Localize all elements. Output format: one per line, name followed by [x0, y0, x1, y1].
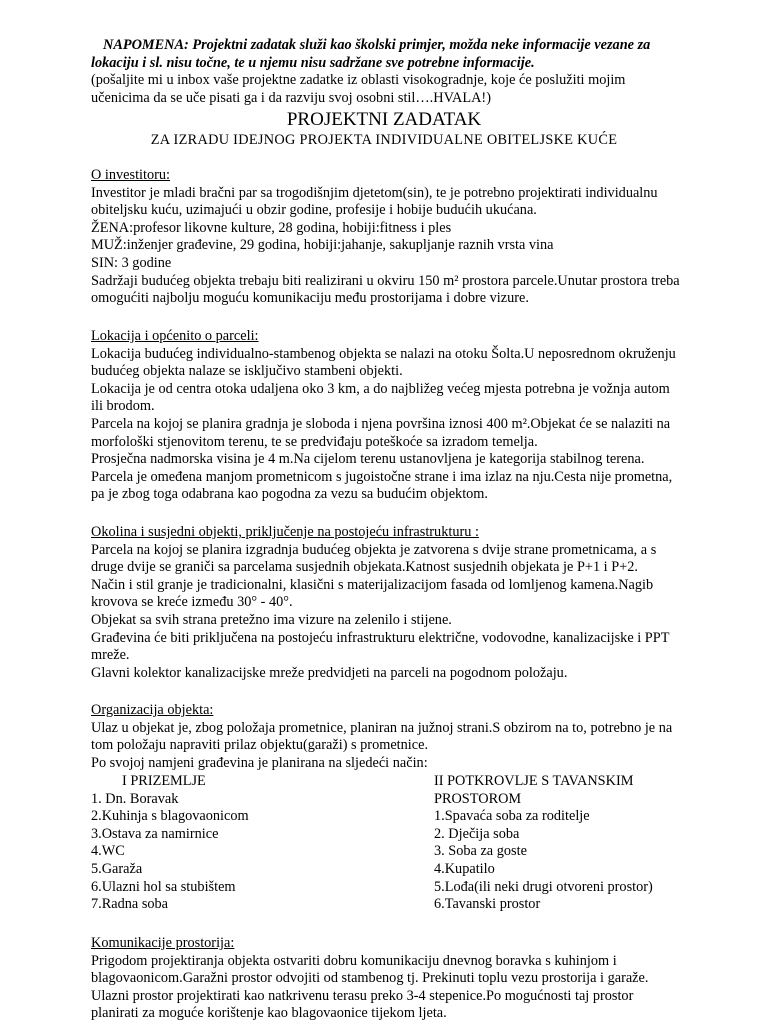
list-item: 1.Spavaća soba za roditelje — [434, 808, 590, 825]
paragraph-line: blagovaonicom.Garažni prostor odvojiti od stambenog tj. Prekinuti toplu vezu prostorija i garaže. — [91, 970, 649, 987]
paragraph-line: MUŽ:inženjer građevine, 29 godina, hobiji:jahanje, sakupljanje raznih vrsta vina — [91, 237, 554, 254]
section-heading: Okolina i susjedni objekti, priključenje na postojeću infrastrukturu : — [91, 524, 479, 540]
list-item: 4.WC — [91, 843, 125, 860]
paragraph-line: SIN: 3 godine — [91, 254, 172, 271]
section-organizacija — [91, 702, 731, 772]
document-title: PROJEKTNI ZADATAK — [286, 109, 482, 130]
section-okolina — [91, 524, 731, 682]
paragraph-line: Ulazni prostor projektirati kao natkrivenu terasu preko 3-4 stepenice.Po mogućnosti taj prostor — [91, 987, 634, 1004]
paragraph-line: omogućiti najbolju moguću komunikaciju među prostorijama i dobre vizure. — [91, 290, 529, 307]
section-komunikacije — [91, 935, 731, 1023]
paragraph-line: Parcela na kojoj se planira gradnja je sloboda i njena površina iznosi 400 m².Objekat će se nalaziti na — [91, 415, 671, 432]
paragraph-line: Ulaz u objekat je, zbog položaja prometnice, planiran na južnoj strani.S obzirom na to, potrebno je na — [91, 719, 673, 736]
list-item: 1. Dn. Boravak — [91, 790, 179, 807]
list-item: 2.Kuhinja s blagovaonicom — [91, 808, 249, 825]
document-subtitle: ZA IZRADU IDEJNOG PROJEKTA INDIVIDUALNE OBITELJSKE KUĆE — [150, 132, 618, 148]
section-heading: Lokacija i općenito o parceli: — [91, 328, 259, 344]
potkrovlje-heading: II POTKROVLJE S TAVANSKIM — [434, 773, 634, 789]
paragraph-line: planirati za moguće korištenje kao blagovaonice tijekom ljeta. — [91, 1005, 447, 1022]
paragraph-line: Parcela na kojoj se planira izgradnja budućeg objekta je zatvorena s dvije strane prometnicama, a s — [91, 541, 657, 558]
paragraph-line: ŽENA:profesor likovne kulture, 28 godina, hobiji:fitness i ples — [91, 219, 452, 236]
list-item: 5.Garaža — [91, 860, 143, 877]
paragraph-line: Prigodom projektiranja objekta ostvariti dobru komunikaciju dnevnog boravka s kuhinjom i — [91, 952, 617, 969]
prizemlje-heading: I PRIZEMLJE — [122, 773, 206, 789]
paragraph-line: Sadržaji budućeg objekta trebaju biti realizirani u okviru 150 m² prostora parcele.Unutar prostora treba — [91, 272, 680, 289]
paragraph-line: Način i stil granje je tradicionalni, klasični s materijalizacijom fasada od lomljenog kamena.Nagib — [91, 576, 654, 593]
paragraph-line: Investitor je mladi bračni par sa trogodišnjim djetetom(sin), te je potrebno projektirati individualnu — [91, 184, 658, 201]
paragraph-line: ili brodom. — [91, 398, 155, 415]
paragraph-line: Po svojoj namjeni građevina je planirana na sljedeći način: — [91, 754, 428, 771]
paragraph-line: pa je zbog toga odabrana kao pogodna za vezu sa budućim objektom. — [91, 486, 489, 503]
napomena-line: NAPOMENA: Projektni zadatak služi kao školski primjer, možda neke informacije vezane za — [103, 37, 651, 53]
request-line: učenicima da se uče pisati ga i da razviju svoj osobni stil….HVALA!) — [91, 89, 491, 106]
potkrovlje-column — [434, 773, 734, 914]
section-heading: Komunikacije prostorija: — [91, 935, 235, 951]
section-investitor — [91, 167, 731, 308]
list-item: 2. Dječija soba — [434, 825, 520, 842]
paragraph-line: tom položaju napraviti prilaz objektu(garaži) s prometnice. — [91, 737, 429, 754]
potkrovlje-heading: PROSTOROM — [434, 790, 522, 807]
list-item: 5.Lođa(ili neki drugi otvoreni prostor) — [434, 878, 653, 895]
paragraph-line: mreže. — [91, 647, 130, 664]
prizemlje-column — [91, 773, 391, 914]
request-note — [91, 72, 731, 107]
section-lokacija — [91, 328, 731, 504]
paragraph-line: Lokacija budućeg individualno-stambenog objekta se nalazi na otoku Šolta.U neposrednom okruženju — [91, 345, 676, 362]
list-item: 7.Radna soba — [91, 896, 169, 913]
paragraph-line: budućeg objekta nalaze se isključivo stambeni objekti. — [91, 363, 403, 380]
paragraph-line: Objekat sa svih strana pretežno ima vizure na zelenilo i stijene. — [91, 611, 452, 628]
section-heading: Organizacija objekta: — [91, 702, 214, 718]
paragraph-line: Građevina će biti priključena na postojeću infrastrukturu električne, vodovodne, kanalizacijske i PPT — [91, 629, 670, 646]
paragraph-line: druge dvije se graniči sa parcelama susjednih objekata.Katnost susjednih objekata je P+1 i P+2. — [91, 559, 638, 576]
list-item: 3. Soba za goste — [434, 843, 527, 860]
paragraph-line: krovova se kreće između 30° - 40°. — [91, 594, 293, 611]
list-item: 3.Ostava za namirnice — [91, 825, 219, 842]
napomena-note — [91, 37, 731, 72]
list-item: 4.Kupatilo — [434, 860, 495, 877]
paragraph-line: Glavni kolektor kanalizacijske mreže predvidjeti na parceli na pogodnom položaju. — [91, 664, 568, 681]
paragraph-line: Lokacija je od centra otoka udaljena oko 3 km, a do najbližeg većeg mjesta potrebna je vožnja autom — [91, 380, 670, 397]
paragraph-line: Prosječna nadmorska visina je 4 m.Na cijelom terenu ustanovljena je kategorija stabilnog terena. — [91, 451, 645, 468]
list-item: 6.Ulazni hol sa stubištem — [91, 878, 236, 895]
list-item: 6.Tavanski prostor — [434, 896, 541, 913]
paragraph-line: Parcela je omeđena manjom prometnicom s jugoistočne strane i ima izlaz na nju.Cesta nije prometna, — [91, 468, 673, 485]
napomena-line: lokaciju i sl. nisu točne, te u njemu nisu sadržane sve potrebne informacije. — [91, 54, 535, 71]
section-heading: O investitoru: — [91, 167, 171, 183]
request-line: (pošaljite mi u inbox vaše projektne zadatke iz oblasti visokogradnje, koje će poslužiti mojim — [91, 72, 626, 88]
paragraph-line: morfološki stjenovitom terenu, te se predviđaju poteškoće sa izradom temelja. — [91, 433, 538, 450]
paragraph-line: obiteljsku kuću, uzimajući u obzir godine, profesije i hobije budućih ukućana. — [91, 202, 537, 219]
